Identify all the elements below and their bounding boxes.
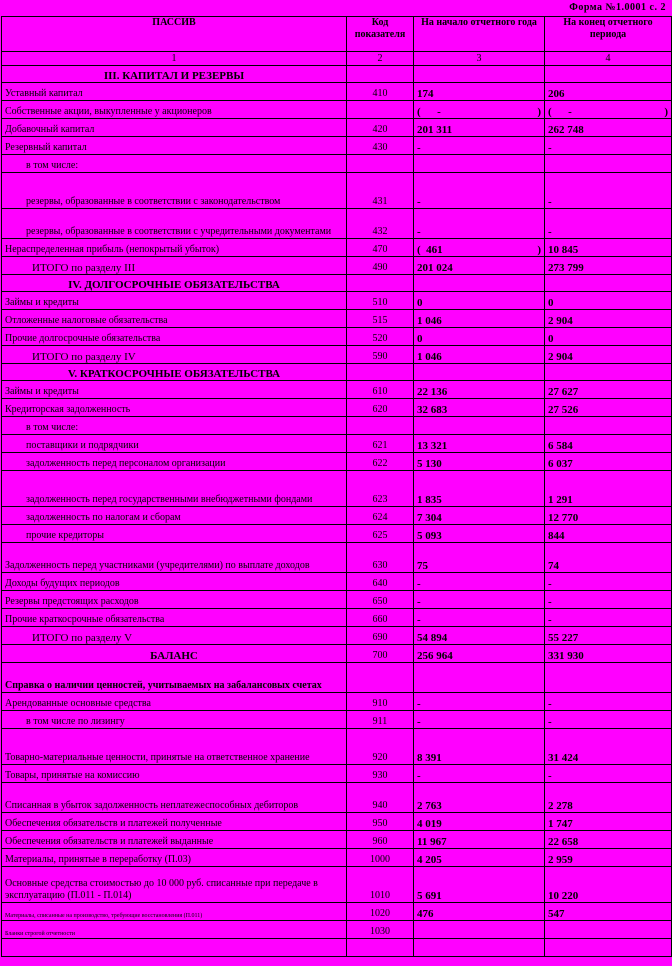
row-code <box>347 663 414 693</box>
value-start: - <box>414 209 545 239</box>
value-end: - <box>545 573 672 591</box>
row-label: Доходы будущих периодов <box>2 573 347 591</box>
header-end: На конец отчетного периода <box>545 17 672 52</box>
row-code: 490 <box>347 257 414 275</box>
value-start: 256 964 <box>414 645 545 663</box>
value-end: 55 227 <box>545 627 672 645</box>
value-end: - <box>545 765 672 783</box>
value-start: 5 093 <box>414 525 545 543</box>
value-end: - <box>545 609 672 627</box>
value-start: 2 763 <box>414 783 545 813</box>
value-start: - <box>414 573 545 591</box>
value-start: 7 304 <box>414 507 545 525</box>
table-row <box>2 119 672 137</box>
row-code: 640 <box>347 573 414 591</box>
row-code: 911 <box>347 711 414 729</box>
row-label: Кредиторская задолженность <box>2 399 347 417</box>
value-end <box>545 101 672 119</box>
row-code: 700 <box>347 645 414 663</box>
column-number: 4 <box>545 52 672 66</box>
closing-paren: ) <box>537 106 541 118</box>
value-start <box>414 101 545 119</box>
row-code: 660 <box>347 609 414 627</box>
value-start: 201 311 <box>414 119 545 137</box>
table-row <box>2 66 672 83</box>
value-end <box>545 921 672 939</box>
value-start <box>414 155 545 173</box>
value-start <box>414 663 545 693</box>
value-end <box>545 155 672 173</box>
table-row <box>2 609 672 627</box>
row-label: резервы, образованные в соответствии с учредительными документами <box>2 209 347 239</box>
value-end <box>545 275 672 292</box>
row-label: Обеспечения обязательств и платежей полученные <box>2 813 347 831</box>
row-code: 515 <box>347 310 414 328</box>
value-end: - <box>545 209 672 239</box>
row-label: БАЛАНС <box>2 645 347 663</box>
row-label: прочие кредиторы <box>2 525 347 543</box>
table-row <box>2 831 672 849</box>
row-code: 431 <box>347 173 414 209</box>
table-row <box>2 591 672 609</box>
table-row <box>2 813 672 831</box>
row-label: поставщики и подрядчики <box>2 435 347 453</box>
value-end: 6 584 <box>545 435 672 453</box>
table-row <box>2 939 672 957</box>
value-start: 5 130 <box>414 453 545 471</box>
row-code <box>347 417 414 435</box>
value-end: 0 <box>545 328 672 346</box>
value-start: 8 391 <box>414 729 545 765</box>
row-label: Материалы, принятые в переработку (П.03) <box>2 849 347 867</box>
value-end: 547 <box>545 903 672 921</box>
row-code: 650 <box>347 591 414 609</box>
liabilities-table <box>1 16 672 957</box>
row-code: 950 <box>347 813 414 831</box>
row-label: Прочие краткосрочные обязательства <box>2 609 347 627</box>
value-end <box>545 663 672 693</box>
row-label: Справка о наличии ценностей, учитываемых на забалансовых счетах <box>2 663 347 693</box>
value-start <box>414 364 545 381</box>
header-start: На начало отчетного года <box>414 17 545 52</box>
value-start: - <box>414 765 545 783</box>
form-label: Форма №1.0001 с. 2 <box>569 2 666 13</box>
value-start: 5 691 <box>414 867 545 903</box>
table-row <box>2 381 672 399</box>
value-start <box>414 239 545 257</box>
row-label: Основные средства стоимостью до 10 000 руб. списанные при передаче в эксплуатацию (П.011 - П.014) <box>2 867 347 903</box>
row-code <box>347 275 414 292</box>
row-code: 520 <box>347 328 414 346</box>
row-code: 624 <box>347 507 414 525</box>
value-end: 2 959 <box>545 849 672 867</box>
row-label: Резервы предстоящих расходов <box>2 591 347 609</box>
row-label: Арендованные основные средства <box>2 693 347 711</box>
row-label: III. КАПИТАЛ И РЕЗЕРВЫ <box>2 66 347 83</box>
row-code: 420 <box>347 119 414 137</box>
table-row <box>2 83 672 101</box>
row-code: 470 <box>347 239 414 257</box>
value-start <box>414 417 545 435</box>
value-end: - <box>545 591 672 609</box>
table-row <box>2 137 672 155</box>
closing-paren: ) <box>664 106 668 118</box>
value-start: 1 046 <box>414 346 545 364</box>
table-row <box>2 453 672 471</box>
row-label: Займы и кредиты <box>2 292 347 310</box>
value-end <box>545 66 672 83</box>
value-start: 4 205 <box>414 849 545 867</box>
value-end <box>545 239 672 257</box>
table-row <box>2 101 672 119</box>
value-start: - <box>414 711 545 729</box>
table-row <box>2 435 672 453</box>
closing-paren: ) <box>537 244 541 256</box>
table-row <box>2 903 672 921</box>
row-label: в том числе: <box>2 417 347 435</box>
row-label: Прочие долгосрочные обязательства <box>2 328 347 346</box>
header-liabilities: ПАССИВ <box>2 17 347 52</box>
value-end: 1 747 <box>545 813 672 831</box>
row-label: Собственные акции, выкупленные у акционеров <box>2 101 347 119</box>
value-end: 31 424 <box>545 729 672 765</box>
value-end: 10 220 <box>545 867 672 903</box>
value-start: 22 136 <box>414 381 545 399</box>
row-code: 960 <box>347 831 414 849</box>
table-row <box>2 711 672 729</box>
row-code: 622 <box>347 453 414 471</box>
row-code: 590 <box>347 346 414 364</box>
value-end: 1 291 <box>545 471 672 507</box>
table-row <box>2 663 672 693</box>
value-end: 2 904 <box>545 346 672 364</box>
row-label <box>2 939 347 957</box>
row-code: 610 <box>347 381 414 399</box>
row-code: 930 <box>347 765 414 783</box>
table-row <box>2 292 672 310</box>
value-start: 32 683 <box>414 399 545 417</box>
row-code: 623 <box>347 471 414 507</box>
table-row <box>2 921 672 939</box>
value-start <box>414 921 545 939</box>
value-end: 844 <box>545 525 672 543</box>
row-code: 432 <box>347 209 414 239</box>
row-code: 621 <box>347 435 414 453</box>
row-label: Обеспечения обязательств и платежей выданные <box>2 831 347 849</box>
value-end: 206 <box>545 83 672 101</box>
table-row <box>2 645 672 663</box>
header-code: Код показателя <box>347 17 414 52</box>
value-end: 2 904 <box>545 310 672 328</box>
table-row <box>2 209 672 239</box>
table-row <box>2 471 672 507</box>
value-start: 11 967 <box>414 831 545 849</box>
row-label: Займы и кредиты <box>2 381 347 399</box>
column-number: 1 <box>2 52 347 66</box>
value-end: - <box>545 173 672 209</box>
value-start <box>414 66 545 83</box>
table-row <box>2 417 672 435</box>
row-label: Отложенные налоговые обязательства <box>2 310 347 328</box>
value-start <box>414 275 545 292</box>
table-row <box>2 849 672 867</box>
value-end <box>545 939 672 957</box>
value-text: ( - <box>417 106 441 118</box>
row-label: задолженность перед персоналом организации <box>2 453 347 471</box>
row-label: в том числе: <box>2 155 347 173</box>
value-start <box>414 939 545 957</box>
table-row <box>2 867 672 903</box>
value-start: - <box>414 137 545 155</box>
value-end: 262 748 <box>545 119 672 137</box>
row-label: IV. ДОЛГОСРОЧНЫЕ ОБЯЗАТЕЛЬСТВА <box>2 275 347 292</box>
value-end: 331 930 <box>545 645 672 663</box>
row-label: Резервный капитал <box>2 137 347 155</box>
row-label: Материалы, списанные на производство, требующие восстановления (П.011) <box>2 903 347 921</box>
value-end: 273 799 <box>545 257 672 275</box>
column-number: 2 <box>347 52 414 66</box>
row-label: задолженность перед государственными внебюджетными фондами <box>2 471 347 507</box>
row-label: Задолженность перед участниками (учредителями) по выплате доходов <box>2 543 347 573</box>
row-code: 430 <box>347 137 414 155</box>
value-start: 476 <box>414 903 545 921</box>
row-label: задолженность по налогам и сборам <box>2 507 347 525</box>
value-start: 13 321 <box>414 435 545 453</box>
row-label: резервы, образованные в соответствии с законодательством <box>2 173 347 209</box>
table-row <box>2 627 672 645</box>
row-label: Нераспределенная прибыль (непокрытый убыток) <box>2 239 347 257</box>
value-end <box>545 364 672 381</box>
table-row <box>2 573 672 591</box>
row-code: 410 <box>347 83 414 101</box>
row-label: ИТОГО по разделу V <box>2 627 347 645</box>
value-start: 54 894 <box>414 627 545 645</box>
row-code <box>347 364 414 381</box>
row-code: 920 <box>347 729 414 765</box>
row-label: в том числе по лизингу <box>2 711 347 729</box>
column-number: 3 <box>414 52 545 66</box>
row-code: 1010 <box>347 867 414 903</box>
value-end: 27 526 <box>545 399 672 417</box>
row-label: Уставный капитал <box>2 83 347 101</box>
value-end <box>545 417 672 435</box>
table-row <box>2 543 672 573</box>
row-label: ИТОГО по разделу IV <box>2 346 347 364</box>
table-row <box>2 257 672 275</box>
row-label: Товары, принятые на комиссию <box>2 765 347 783</box>
row-label: ИТОГО по разделу III <box>2 257 347 275</box>
value-start: 75 <box>414 543 545 573</box>
value-start: 0 <box>414 328 545 346</box>
value-end: - <box>545 693 672 711</box>
row-code: 625 <box>347 525 414 543</box>
row-code: 910 <box>347 693 414 711</box>
row-code: 510 <box>347 292 414 310</box>
value-end: 22 658 <box>545 831 672 849</box>
row-code: 630 <box>347 543 414 573</box>
row-code: 1030 <box>347 921 414 939</box>
value-end: 6 037 <box>545 453 672 471</box>
table-row <box>2 346 672 364</box>
column-number-row <box>2 52 672 66</box>
table-row <box>2 310 672 328</box>
table-row <box>2 239 672 257</box>
value-text: ( - <box>548 106 572 118</box>
value-text: 10 845 <box>548 244 579 256</box>
value-start: - <box>414 591 545 609</box>
row-label: Добавочный капитал <box>2 119 347 137</box>
value-start: - <box>414 173 545 209</box>
value-start: 201 024 <box>414 257 545 275</box>
value-end: 0 <box>545 292 672 310</box>
row-code <box>347 155 414 173</box>
row-code: 620 <box>347 399 414 417</box>
value-end: 74 <box>545 543 672 573</box>
row-label: Товарно-материальные ценности, принятые на ответственное хранение <box>2 729 347 765</box>
table-row <box>2 275 672 292</box>
value-start: 4 019 <box>414 813 545 831</box>
value-end: - <box>545 137 672 155</box>
value-start: - <box>414 609 545 627</box>
row-label: Списанная в убыток задолженность неплатежеспособных дебиторов <box>2 783 347 813</box>
table-row <box>2 525 672 543</box>
row-label: V. КРАТКОСРОЧНЫЕ ОБЯЗАТЕЛЬСТВА <box>2 364 347 381</box>
header-row <box>2 17 672 52</box>
value-end: - <box>545 711 672 729</box>
value-end: 27 627 <box>545 381 672 399</box>
row-label: Бланки строгой отчетности <box>2 921 347 939</box>
row-code: 690 <box>347 627 414 645</box>
table-row <box>2 328 672 346</box>
row-code: 940 <box>347 783 414 813</box>
table-row <box>2 399 672 417</box>
table-row <box>2 173 672 209</box>
table-row <box>2 693 672 711</box>
value-end: 12 770 <box>545 507 672 525</box>
value-start: 174 <box>414 83 545 101</box>
table-row <box>2 364 672 381</box>
table-row <box>2 507 672 525</box>
table-row <box>2 765 672 783</box>
row-code <box>347 101 414 119</box>
value-start: 1 835 <box>414 471 545 507</box>
table-row <box>2 155 672 173</box>
value-end: 2 278 <box>545 783 672 813</box>
row-code: 1020 <box>347 903 414 921</box>
row-code <box>347 939 414 957</box>
row-code: 1000 <box>347 849 414 867</box>
value-start: - <box>414 693 545 711</box>
table-row <box>2 729 672 765</box>
value-start: 1 046 <box>414 310 545 328</box>
value-text: ( 461 <box>417 244 443 256</box>
row-code <box>347 66 414 83</box>
table-row <box>2 783 672 813</box>
value-start: 0 <box>414 292 545 310</box>
